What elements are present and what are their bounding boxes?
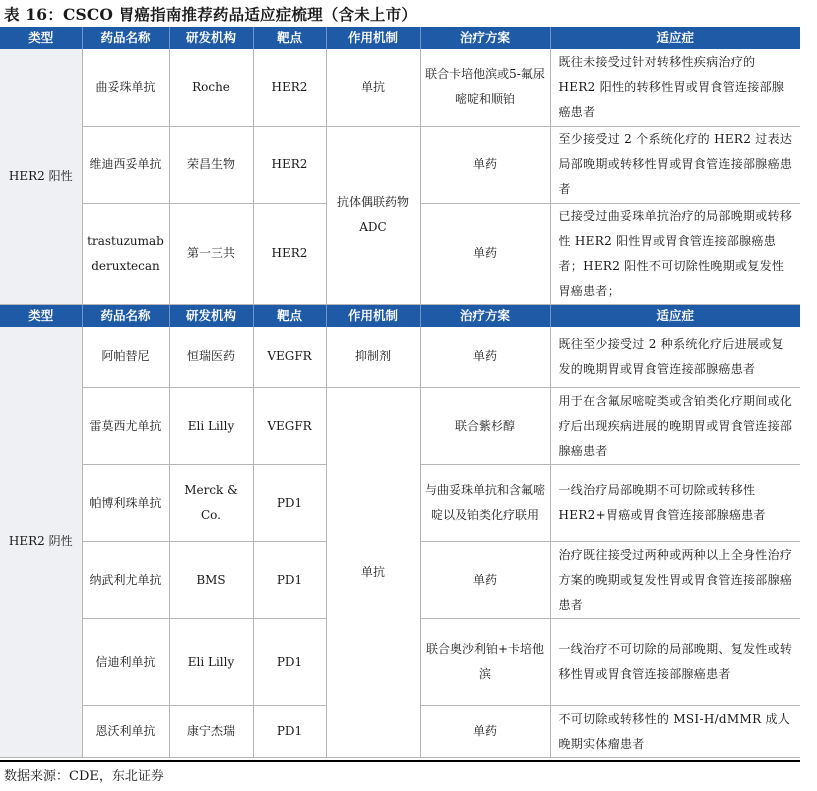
header-cell-target: 靶点 xyxy=(253,27,326,49)
table-row xyxy=(0,126,800,203)
header-cell-drug: 药品名称 xyxy=(82,27,169,49)
indication-cell: 至少接受过 2 个系统化疗的 HER2 过表达局部晚期或转移性胃或胃食管连接部腺癌患者 xyxy=(550,126,800,203)
org-cell: Eli Lilly xyxy=(169,388,253,465)
indication-cell: 既往至少接受过 2 种系统化疗后进展或复发的晚期胃或胃食管连接部腺癌患者 xyxy=(550,327,800,388)
regimen-cell: 联合奥沙利铂+卡培他滨 xyxy=(420,619,550,706)
header-cell-type: 类型 xyxy=(0,304,82,327)
regimen-cell: 单药 xyxy=(420,327,550,388)
header-cell-indication: 适应症 xyxy=(550,304,800,327)
regimen-cell: 单药 xyxy=(420,126,550,203)
indication-cell: 既往未接受过针对转移性疾病治疗的 HER2 阳性的转移性胃或胃食管连接部腺癌患者 xyxy=(550,49,800,126)
org-cell: 荣昌生物 xyxy=(169,126,253,203)
table-row xyxy=(0,327,800,388)
header-cell-regimen: 治疗方案 xyxy=(420,304,550,327)
target-cell: HER2 xyxy=(253,203,326,304)
indication-cell: 一线治疗不可切除的局部晚期、复发性或转移性胃或胃食管连接部腺癌患者 xyxy=(550,619,800,706)
org-cell: 康宁杰瑞 xyxy=(169,706,253,758)
header-cell-mechanism: 作用机制 xyxy=(326,27,420,49)
regimen-cell: 与曲妥珠单抗和含氟嘧啶以及铂类化疗联用 xyxy=(420,465,550,542)
header-cell-org: 研发机构 xyxy=(169,304,253,327)
mechanism-cell-adc: 抗体偶联药物ADC xyxy=(326,126,420,304)
regimen-cell: 联合卡培他滨或5-氟尿嘧啶和顺铂 xyxy=(420,49,550,126)
indication-cell: 一线治疗局部晚期不可切除或转移性 HER2+胃癌或胃食管连接部腺癌患者 xyxy=(550,465,800,542)
org-cell: 恒瑞医药 xyxy=(169,327,253,388)
target-cell: HER2 xyxy=(253,49,326,126)
drug-cell: 曲妥珠单抗 xyxy=(82,49,169,126)
drug-indication-table xyxy=(0,27,800,758)
indication-cell: 用于在含氟尿嘧啶类或含铂类化疗期间或化疗后出现疾病进展的晚期胃或胃食管连接部腺癌患者 xyxy=(550,388,800,465)
indication-cell: 已接受过曲妥珠单抗治疗的局部晚期或转移性 HER2 阳性胃或胃食管连接部腺癌患者；HER2 阳性不可切除性晚期或复发性胃癌患者； xyxy=(550,203,800,304)
org-cell: Merck & Co. xyxy=(169,465,253,542)
drug-cell: 恩沃利单抗 xyxy=(82,706,169,758)
drug-cell: 纳武利尤单抗 xyxy=(82,542,169,619)
header-cell-type: 类型 xyxy=(0,27,82,49)
org-cell: Eli Lilly xyxy=(169,619,253,706)
table-row xyxy=(0,49,800,126)
drug-cell: 雷莫西尤单抗 xyxy=(82,388,169,465)
org-cell: Roche xyxy=(169,49,253,126)
mechanism-cell-mab: 单抗 xyxy=(326,388,420,758)
table-title: 表 16：CSCO 胃癌指南推荐药品适应症梳理（含未上市） xyxy=(4,5,418,24)
target-cell: HER2 xyxy=(253,126,326,203)
target-cell: PD1 xyxy=(253,619,326,706)
regimen-cell: 单药 xyxy=(420,706,550,758)
type-cell-her2-negative: HER2 阴性 xyxy=(0,327,82,758)
drug-cell: trastuzumab deruxtecan xyxy=(82,203,169,304)
indication-cell: 治疗既往接受过两种或两种以上全身性治疗方案的晚期或复发性胃或胃食管连接部腺癌患者 xyxy=(550,542,800,619)
target-cell: VEGFR xyxy=(253,327,326,388)
org-cell: 第一三共 xyxy=(169,203,253,304)
header-cell-regimen: 治疗方案 xyxy=(420,27,550,49)
mechanism-cell: 抑制剂 xyxy=(326,327,420,388)
target-cell: PD1 xyxy=(253,542,326,619)
target-cell: PD1 xyxy=(253,706,326,758)
drug-cell: 帕博利珠单抗 xyxy=(82,465,169,542)
header-cell-org: 研发机构 xyxy=(169,27,253,49)
target-cell: VEGFR xyxy=(253,388,326,465)
header-cell-indication: 适应症 xyxy=(550,27,800,49)
target-cell: PD1 xyxy=(253,465,326,542)
drug-cell: 阿帕替尼 xyxy=(82,327,169,388)
source-note: 数据来源：CDE，东北证券 xyxy=(4,769,164,784)
regimen-cell: 单药 xyxy=(420,203,550,304)
regimen-cell: 联合紫杉醇 xyxy=(420,388,550,465)
table-header-row xyxy=(0,27,800,49)
table-header-row xyxy=(0,304,800,327)
table-row xyxy=(0,388,800,465)
type-cell-her2-positive: HER2 阳性 xyxy=(0,49,82,304)
header-cell-target: 靶点 xyxy=(253,304,326,327)
header-cell-drug: 药品名称 xyxy=(82,304,169,327)
drug-cell: 信迪利单抗 xyxy=(82,619,169,706)
org-cell: BMS xyxy=(169,542,253,619)
header-cell-mechanism: 作用机制 xyxy=(326,304,420,327)
drug-cell: 维迪西妥单抗 xyxy=(82,126,169,203)
regimen-cell: 单药 xyxy=(420,542,550,619)
indication-cell: 不可切除或转移性的 MSI-H/dMMR 成人晚期实体瘤患者 xyxy=(550,706,800,758)
table-bottom-rule xyxy=(0,760,800,762)
mechanism-cell: 单抗 xyxy=(326,49,420,126)
